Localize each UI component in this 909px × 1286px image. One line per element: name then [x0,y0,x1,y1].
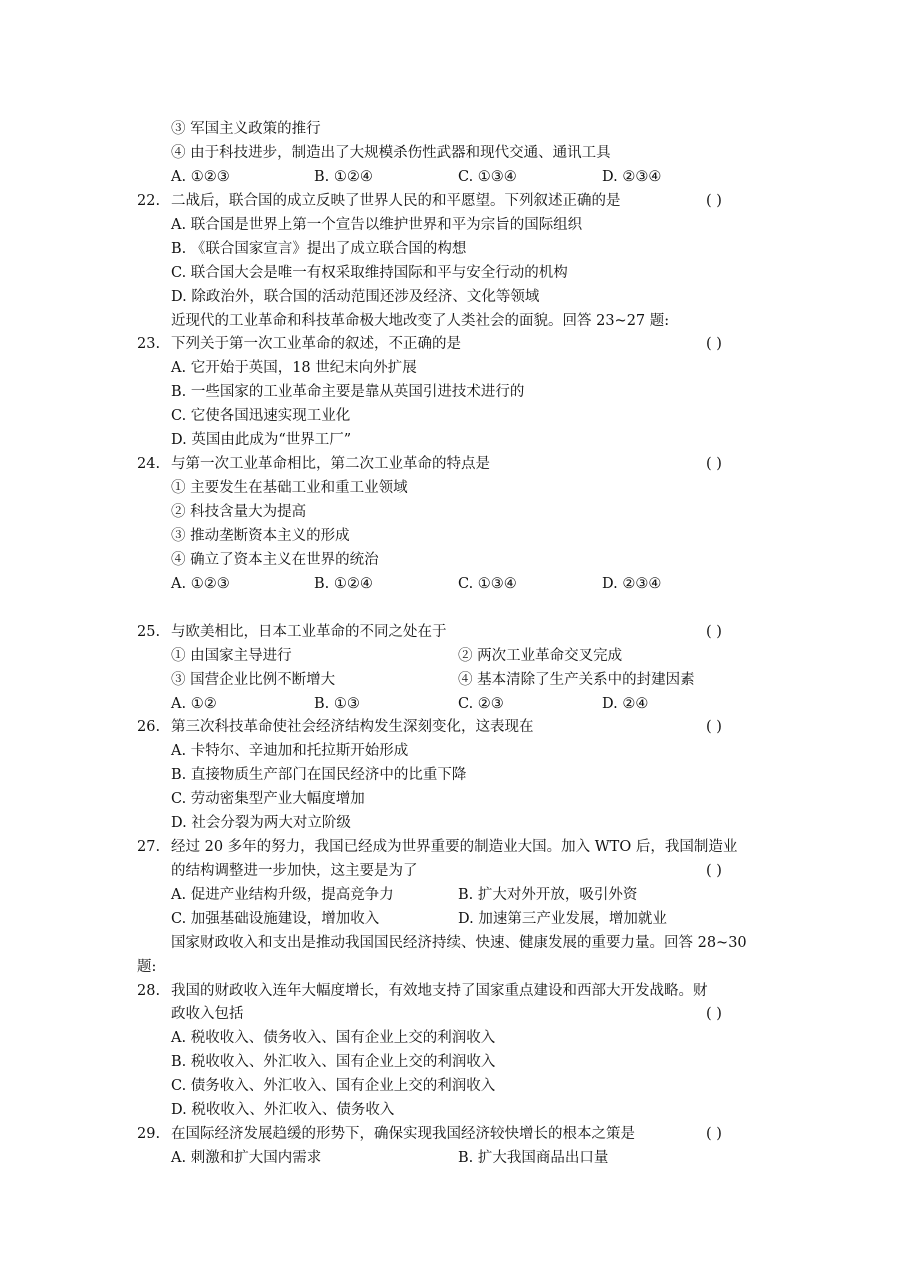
q21-item-4: ④ 由于科技进步，制造出了大规模杀伤性武器和现代交通、通讯工具 [171,145,611,161]
q25-option-d: D. ②④ [602,696,649,712]
q28-number: 28. [137,983,161,999]
q22-option-b: B. 《联合国家宣言》提出了成立联合国的构想 [171,241,467,257]
q23-option-b: B. 一些国家的工业革命主要是靠从英国引进技术进行的 [171,384,525,400]
q27-option-a: A. 促进产业结构升级，提高竞争力 [171,887,394,903]
q25-item-3: ③ 国营企业比例不断增大 [171,672,336,688]
q21-option-a: A. ①②③ [171,169,230,185]
q22-answer-blank: ( ) [706,193,722,209]
q28-option-c: C. 债务收入、外汇收入、国有企业上交的利润收入 [171,1078,496,1094]
q28-option-d: D. 税收收入、外汇收入、债务收入 [171,1102,395,1118]
q26-option-b: B. 直接物质生产部门在国民经济中的比重下降 [171,767,467,783]
q27-number: 27. [137,839,161,855]
q22-stem: 二战后，联合国的成立反映了世界人民的和平愿望。下列叙述正确的是 [171,193,621,209]
q28-option-b: B. 税收收入、外汇收入、国有企业上交的利润收入 [171,1054,496,1070]
q21-option-d: D. ②③④ [602,169,662,185]
q25-item-1: ① 由国家主导进行 [171,648,292,664]
q22-number: 22. [137,193,161,209]
q25-item-2: ② 两次工业革命交叉完成 [458,648,623,664]
q25-number: 25. [137,624,161,640]
section-intro-23-27: 近现代的工业革命和科技革命极大地改变了人类社会的面貌。回答 23~27 题: [171,313,670,329]
q24-answer-blank: ( ) [706,456,722,472]
q24-item-2: ② 科技含量大为提高 [171,504,307,520]
q26-answer-blank: ( ) [706,719,722,735]
q26-stem: 第三次科技革命使社会经济结构发生深刻变化，这表现在 [171,719,534,735]
q23-stem: 下列关于第一次工业革命的叙述，不正确的是 [171,336,461,352]
q25-stem: 与欧美相比，日本工业革命的不同之处在于 [171,624,447,640]
q28-option-a: A. 税收收入、债务收入、国有企业上交的利润收入 [171,1030,496,1046]
q24-option-a: A. ①②③ [171,576,230,592]
q23-option-d: D. 英国由此成为“世界工厂” [171,432,352,448]
q22-option-c: C. 联合国大会是唯一有权采取维持国际和平与安全行动的机构 [171,265,568,281]
q23-option-a: A. 它开始于英国，18 世纪末向外扩展 [171,360,417,376]
q21-option-b: B. ①②④ [314,169,373,185]
q29-answer-blank: ( ) [706,1126,722,1142]
q25-answer-blank: ( ) [706,624,722,640]
section-intro-28-30-cont: 题: [137,959,157,975]
q21-item-3: ③ 军国主义政策的推行 [171,121,321,137]
q28-answer-blank: ( ) [706,1006,722,1022]
q27-option-d: D. 加速第三产业发展，增加就业 [458,911,667,927]
q24-option-c: C. ①③④ [458,576,517,592]
q23-answer-blank: ( ) [706,336,722,352]
q28-stem-line2: 政收入包括 [171,1006,244,1022]
q26-option-c: C. 劳动密集型产业大幅度增加 [171,791,365,807]
q22-option-a: A. 联合国是世界上第一个宣告以维护世界和平为宗旨的国际组织 [171,217,583,233]
q24-item-4: ④ 确立了资本主义在世界的统治 [171,552,379,568]
q26-number: 26. [137,719,161,735]
q25-option-b: B. ①③ [314,696,360,712]
q23-option-c: C. 它使各国迅速实现工业化 [171,408,351,424]
q29-option-b: B. 扩大我国商品出口量 [458,1150,609,1166]
q27-answer-blank: ( ) [706,863,722,879]
section-intro-28-30: 国家财政收入和支出是推动我国国民经济持续、快速、健康发展的重要力量。回答 28~30 [171,935,747,951]
q26-option-d: D. 社会分裂为两大对立阶级 [171,815,351,831]
q27-option-c: C. 加强基础设施建设，增加收入 [171,911,380,927]
q25-option-c: C. ②③ [458,696,504,712]
q25-item-4: ④ 基本清除了生产关系中的封建因素 [458,672,695,688]
q24-option-b: B. ①②④ [314,576,373,592]
q24-number: 24. [137,456,161,472]
q26-option-a: A. 卡特尔、辛迪加和托拉斯开始形成 [171,743,409,759]
q21-option-c: C. ①③④ [458,169,517,185]
q24-item-3: ③ 推动垄断资本主义的形成 [171,528,350,544]
q27-stem-line2: 的结构调整进一步加快，这主要是为了 [171,863,418,879]
q29-option-a: A. 刺激和扩大国内需求 [171,1150,322,1166]
q23-number: 23. [137,336,161,352]
q27-option-b: B. 扩大对外开放，吸引外资 [458,887,638,903]
q29-stem: 在国际经济发展趋缓的形势下，确保实现我国经济较快增长的根本之策是 [171,1126,635,1142]
q22-option-d: D. 除政治外，联合国的活动范围还涉及经济、文化等领域 [171,289,540,305]
q29-number: 29. [137,1126,161,1142]
q27-stem-line1: 经过 20 多年的努力，我国已经成为世界重要的制造业大国。加入 WTO 后，我国制造业 [171,839,738,855]
q24-item-1: ① 主要发生在基础工业和重工业领域 [171,480,408,496]
q25-option-a: A. ①② [171,696,217,712]
q28-stem-line1: 我国的财政收入连年大幅度增长，有效地支持了国家重点建设和西部大开发战略。财 [171,983,708,999]
q24-option-d: D. ②③④ [602,576,662,592]
q24-stem: 与第一次工业革命相比，第二次工业革命的特点是 [171,456,490,472]
